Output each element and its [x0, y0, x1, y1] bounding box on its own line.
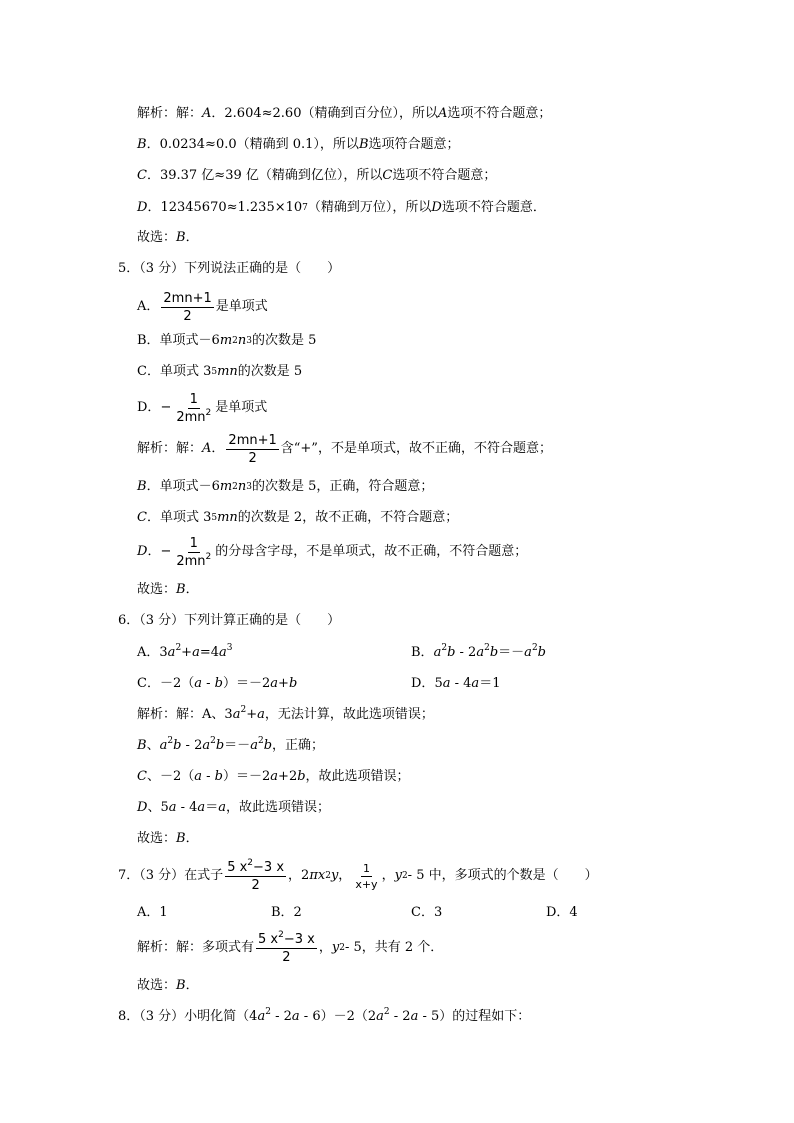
fraction-numerator: 2mn+1	[163, 290, 212, 306]
variable: a	[471, 676, 480, 691]
q5-analysis-a	[137, 432, 552, 466]
option-letter: B	[137, 137, 147, 152]
option-letter: C	[137, 510, 147, 525]
option-text: D．4	[546, 905, 578, 920]
q5-option-c: C．单项式 3 5 mn 的次数是 5	[137, 362, 302, 382]
option-text: 的次数是 5	[237, 364, 303, 379]
separator: ，	[338, 868, 352, 883]
option-text: B．单项式－6	[137, 333, 220, 348]
q4-analysis-b	[137, 135, 460, 155]
analysis-text: +2	[278, 769, 298, 784]
q6-option-a	[137, 643, 233, 663]
fraction	[161, 291, 213, 324]
analysis-text: ．39.37 亿≈39 亿（精确到亿位），所以	[146, 168, 383, 183]
answer-letter: B	[176, 978, 186, 993]
question-title: 5．（3 分）下列说法正确的是（ ）	[118, 261, 341, 276]
separator: ，	[381, 868, 395, 883]
analysis-text: 、5	[147, 800, 169, 815]
analysis-text: - 4	[176, 800, 198, 815]
num-text: −3 x	[283, 931, 315, 947]
q6-analysis-b	[137, 736, 324, 756]
variable: b	[537, 645, 546, 660]
variable: y	[394, 868, 402, 883]
fraction-denominator	[174, 409, 213, 425]
variable: a	[270, 769, 279, 784]
exponent: 2	[531, 643, 538, 653]
variable: a	[194, 769, 202, 784]
analysis-text: +	[246, 707, 258, 722]
option-letter: B	[137, 738, 147, 753]
exponent: 2	[484, 643, 490, 653]
answer-end: ．	[185, 230, 199, 245]
q7-option-b	[271, 903, 302, 923]
fraction-numerator: 1	[189, 535, 198, 551]
analysis-text: ．0.0234≈0.0（精确到 0.1），所以	[146, 137, 359, 152]
variable: a	[159, 738, 168, 753]
question-title: - 2	[270, 1009, 292, 1024]
analysis-text: 选项不符合题意．	[441, 200, 546, 215]
analysis-text: A、3	[202, 707, 233, 722]
variable: a	[257, 707, 265, 722]
analysis-text: 、－2（	[146, 769, 195, 784]
analysis-text: ＝	[205, 800, 219, 815]
option-text: C．单项式 3	[137, 364, 212, 379]
analysis-text: ．	[147, 544, 161, 559]
exponent: 2	[240, 705, 247, 715]
q5-option-d	[137, 390, 267, 426]
variable: a	[197, 800, 206, 815]
variable: b	[288, 676, 298, 691]
option-letter: B	[358, 137, 369, 152]
option-text: －2（	[159, 676, 195, 691]
option-label: D．	[411, 676, 435, 691]
analysis-text: 选项符合题意；	[368, 137, 460, 152]
variable: b	[214, 676, 223, 691]
analysis-text: （精确到万位），所以	[307, 200, 432, 215]
answer-label: 故选：	[137, 978, 177, 993]
option-text: 的次数是 5	[252, 333, 317, 348]
fraction	[225, 857, 286, 893]
question-title: 6．（3 分）下列计算正确的是（ ）	[118, 613, 341, 628]
analysis-text: - 2	[181, 738, 203, 753]
option-text: 是单项式	[215, 299, 268, 314]
analysis-text: 选项不符合题意；	[447, 106, 552, 121]
fraction-denominator: 2	[251, 877, 260, 893]
q6-analysis-d	[137, 798, 330, 818]
q6-option-c	[137, 674, 297, 694]
variable: b	[173, 738, 182, 753]
question-title: - 5 中，多项式的个数是（ ）	[407, 868, 598, 883]
option-letter: A	[202, 441, 212, 456]
question-title: 8．（3 分）小明化简（4	[118, 1009, 258, 1024]
exponent: 2	[441, 643, 448, 653]
variable: b	[214, 769, 223, 784]
variable: mn	[217, 510, 238, 525]
option-letter: C	[382, 168, 393, 183]
num-text: −3 x	[253, 859, 285, 875]
option-letter: D	[137, 544, 148, 559]
analysis-text: 的次数是 2，故不正确，不符合题意；	[237, 510, 459, 525]
variable: a	[257, 1009, 266, 1024]
variable: a	[168, 800, 177, 815]
variable: a	[194, 676, 202, 691]
option-letter: D	[137, 200, 148, 215]
analysis-text: ．2.604≈2.60（精确到百分位），所以	[211, 106, 438, 121]
exponent: 2	[278, 929, 284, 940]
variable: a	[250, 738, 258, 753]
option-letter: D	[431, 200, 442, 215]
question-title: - 6）－2（2	[299, 1009, 377, 1024]
q4-analysis-d: D ．12345670≈1.235×10 7 （精确到万位），所以 D 选项不符合题意．	[137, 198, 546, 218]
option-label: D．	[137, 400, 161, 415]
den-text: 2mn	[176, 553, 206, 569]
q6-option-b	[411, 643, 546, 663]
option-label: A．	[137, 645, 160, 660]
variable: m	[219, 479, 233, 494]
option-letter: A	[437, 106, 448, 121]
exponent: 2	[247, 857, 254, 868]
option-text: -	[202, 676, 215, 691]
variable: a	[433, 645, 442, 660]
option-text: A．1	[137, 905, 168, 920]
q6-analysis-c	[137, 767, 410, 787]
variable: n	[237, 333, 247, 348]
analysis-text: 的分母含字母，不是单项式，故不正确，不符合题意；	[215, 544, 528, 559]
variable: y	[330, 868, 339, 883]
variable: a	[376, 1009, 384, 1024]
fraction-numerator: 1	[362, 861, 370, 875]
option-text: ）＝－2	[223, 676, 271, 691]
fraction	[353, 862, 379, 891]
analysis-label: 解析：解：	[137, 707, 203, 722]
variable: b	[297, 769, 306, 784]
analysis-text: - 5，共有 2 个．	[344, 940, 444, 955]
variable: a	[219, 645, 227, 660]
option-letter: B	[137, 479, 147, 494]
fraction-denominator: x+y	[355, 877, 378, 891]
fraction-numerator	[225, 857, 286, 877]
option-text: ＝1	[479, 676, 501, 691]
variable: a	[270, 676, 279, 691]
option-text: +	[278, 676, 289, 691]
den-text: 2mn	[176, 409, 206, 425]
answer-label: 故选：	[137, 831, 177, 846]
variable: b	[489, 645, 499, 660]
fraction-numerator: 2mn+1	[228, 432, 277, 448]
variable: m	[219, 333, 233, 348]
answer-end: ．	[185, 831, 199, 846]
exponent: 3	[226, 643, 233, 653]
option-letter: A	[202, 106, 212, 121]
option-text: ＝－	[498, 645, 525, 660]
option-letter: D	[137, 800, 148, 815]
fraction-denominator: 2	[282, 949, 291, 965]
q4-analysis-a	[137, 104, 551, 124]
fraction-numerator	[256, 929, 317, 949]
variable: a	[167, 645, 176, 660]
num-text: 5 x	[227, 859, 248, 875]
analysis-text: -	[202, 769, 215, 784]
separator: ，2	[288, 868, 310, 883]
q7-analysis: 解析：解：多项式有 $\frac{5 x^2-3 x}{2}$ ， y 2 - 5，共有 2 个．	[137, 929, 444, 965]
variable: a	[218, 800, 226, 815]
option-letter: C	[137, 168, 147, 183]
variable: a	[232, 707, 241, 722]
q4-answer	[137, 228, 199, 248]
analysis-text: 含“+”，不是单项式，故不正确，不符合题意；	[280, 441, 552, 456]
option-label: A．	[137, 299, 160, 314]
option-text: 5	[434, 676, 443, 691]
analysis-text: 选项不符合题意；	[392, 168, 497, 183]
answer-end: ．	[185, 978, 199, 993]
q7-answer	[137, 976, 199, 996]
exponent: 2	[265, 1007, 271, 1017]
option-text: - 4	[450, 676, 472, 691]
analysis-text: ，无法计算，故此选项错误；	[264, 707, 434, 722]
exponent: 2	[167, 736, 174, 746]
variable: b	[263, 738, 273, 753]
fraction-denominator: 2	[248, 450, 257, 466]
question-title: 7．（3 分）在式子	[118, 868, 224, 883]
question-title: - 2	[389, 1009, 411, 1024]
fraction	[226, 433, 278, 466]
num-text: 5 x	[258, 931, 279, 947]
q5-answer	[137, 580, 199, 600]
variable: mn	[217, 364, 238, 379]
variable: a	[442, 676, 451, 691]
separator: ，	[318, 940, 332, 955]
answer-end: ．	[185, 582, 199, 597]
variable: b	[447, 645, 456, 660]
q8-title	[118, 1007, 530, 1027]
q5-analysis-d	[137, 533, 527, 571]
analysis-text: 解析：解：多项式有	[137, 940, 255, 955]
analysis-text: ，故此选项错误；	[305, 769, 410, 784]
question-title: - 5）的过程如下：	[418, 1009, 531, 1024]
option-text: C．3	[411, 905, 443, 920]
exponent: 2	[383, 1007, 390, 1017]
answer-letter: B	[176, 230, 186, 245]
q5-option-b: B．单项式－6 m 2 n 3 的次数是 5	[137, 331, 316, 351]
q6-analysis-a	[137, 705, 434, 725]
q6-title	[118, 611, 340, 631]
exponent: 2	[175, 643, 182, 653]
option-label: C．	[137, 676, 160, 691]
variable: a	[524, 645, 532, 660]
variable: a	[476, 645, 485, 660]
analysis-text: 、	[146, 738, 160, 753]
variable: a	[410, 1009, 419, 1024]
variable: a	[192, 645, 200, 660]
analysis-text: ．	[211, 441, 225, 456]
analysis-text: ＝－	[224, 738, 251, 753]
variable: a	[202, 738, 211, 753]
q6-option-d	[411, 674, 500, 694]
option-text: B．2	[271, 905, 302, 920]
minus-sign: −	[160, 544, 172, 559]
q6-answer	[137, 829, 199, 849]
exponent: 2	[257, 736, 264, 746]
analysis-text: ，故此选项错误；	[225, 800, 330, 815]
answer-letter: B	[176, 831, 186, 846]
analysis-text: 的次数是 5，正确，符合题意；	[252, 479, 434, 494]
q7-title: 7．（3 分）在式子 $\frac{5 x^2-3 x}{2}$ ，2 πx 2 y ， $\frac{1}{x+y}$ ， y 2 - 5 中，多项式的个数是（ ）	[118, 857, 598, 893]
q7-option-a	[137, 903, 168, 923]
fraction-denominator	[174, 553, 213, 569]
option-text: +	[181, 645, 193, 660]
fraction-numerator: 1	[189, 391, 198, 407]
option-text: =4	[199, 645, 220, 660]
q5-analysis-c: C ．单项式 3 5 mn 的次数是 2，故不正确，不符合题意；	[137, 508, 458, 528]
exponent: 2	[205, 407, 212, 418]
analysis-label: 解析：解：	[137, 106, 203, 121]
answer-letter: B	[176, 582, 186, 597]
option-text: - 2	[455, 645, 477, 660]
q5-analysis-b: B ．单项式－6 m 2 n 3 的次数是 5，正确，符合题意；	[137, 477, 433, 497]
q7-option-d	[546, 903, 578, 923]
analysis-text: ）＝－2	[223, 769, 271, 784]
minus-sign: −	[160, 400, 172, 415]
variable: n	[237, 479, 247, 494]
exponent: 2	[205, 551, 212, 562]
q5-option-a	[137, 290, 268, 324]
analysis-text: ．单项式 3	[146, 510, 212, 525]
analysis-text: ，正确；	[272, 738, 325, 753]
q7-option-c	[411, 903, 442, 923]
fraction	[174, 536, 213, 569]
analysis-text: ．单项式－6	[146, 479, 220, 494]
fraction	[256, 929, 317, 965]
option-label: B．	[411, 645, 434, 660]
option-letter: C	[137, 769, 147, 784]
option-text: 是单项式	[215, 400, 268, 415]
variable: y	[331, 940, 340, 955]
option-text: 3	[159, 645, 168, 660]
variable: b	[215, 738, 225, 753]
exponent: 2	[210, 736, 216, 746]
answer-label: 故选：	[137, 582, 177, 597]
analysis-label: 解析：解：	[137, 441, 203, 456]
fraction-denominator: 2	[183, 308, 192, 324]
q5-title	[118, 259, 340, 279]
variable: πx	[309, 868, 326, 883]
analysis-text: ．12345670≈1.235×10	[147, 200, 303, 215]
fraction	[174, 392, 213, 425]
variable: a	[291, 1009, 300, 1024]
q4-analysis-c	[137, 166, 496, 186]
answer-label: 故选：	[137, 230, 177, 245]
